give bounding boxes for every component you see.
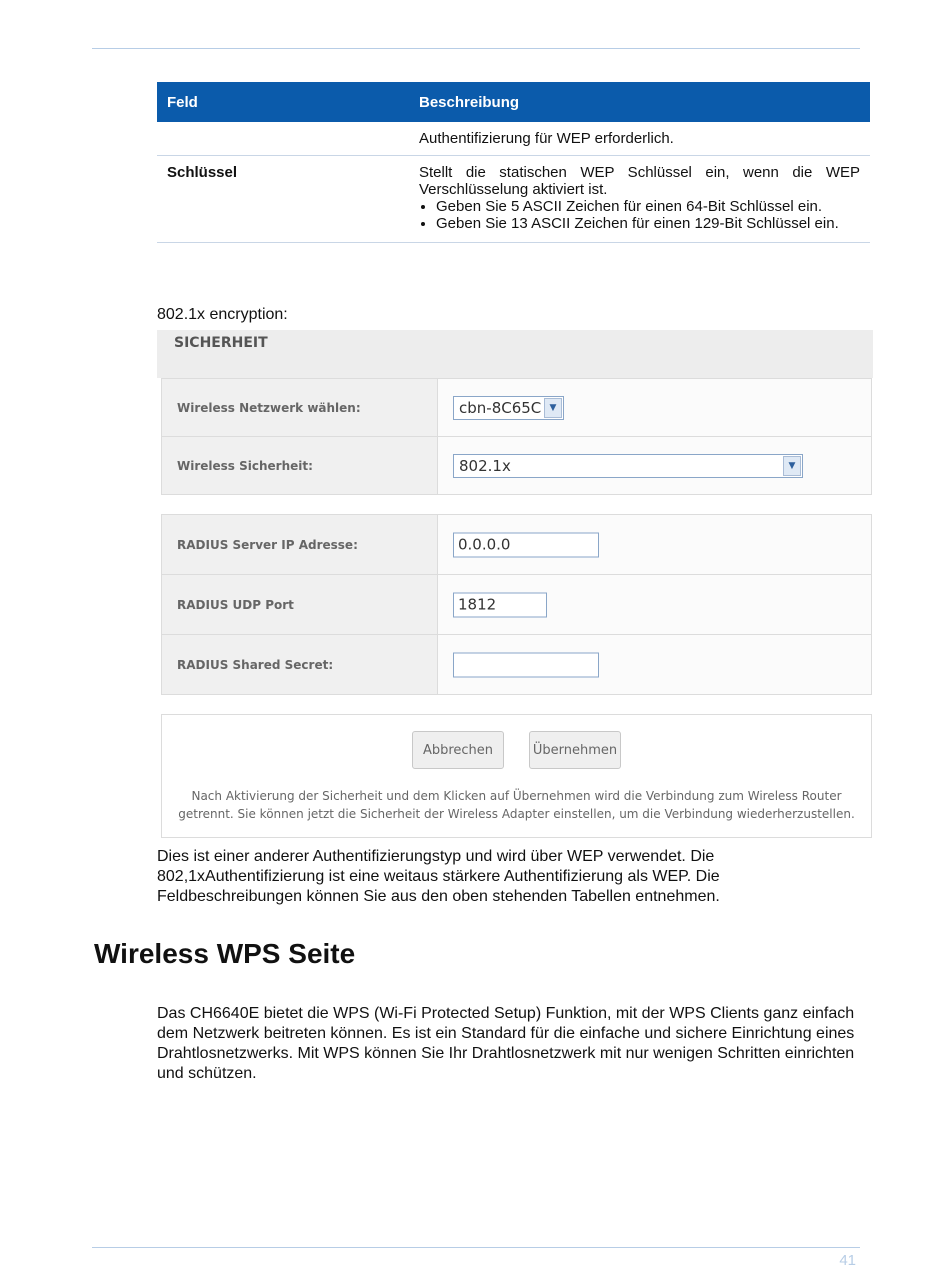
network-select-value: cbn-8C65C xyxy=(459,398,542,417)
network-row xyxy=(162,379,871,436)
description-cell xyxy=(409,156,870,243)
paragraph-8021x: Dies ist einer anderer Authentifizierungstyp und wird über WEP verwendet. Die 802,1xAuthentifizierung ist eine weitaus stärkere Authentifizierung als WEP. Die Feldbeschreibungen können Sie aus den oben stehenden Tabellen entnehmen. xyxy=(157,848,720,905)
bullet-item: • Geben Sie 13 ASCII Zeichen für einen 129-Bit Schlüssel ein. xyxy=(436,215,860,232)
security-title: SICHERHEIT xyxy=(174,335,268,351)
column-header-description: Beschreibung xyxy=(409,82,870,122)
security-label: Wireless Sicherheit: xyxy=(177,458,313,473)
field-description-table xyxy=(157,82,870,243)
radius-port-label: RADIUS UDP Port xyxy=(177,597,294,612)
section-heading: Wireless WPS Seite xyxy=(94,938,356,969)
security-note: Nach Aktivierung der Sicherheit und dem Klicken auf Übernehmen wird die Verbindung zum Wireless Router getrennt. Sie können jetzt die Sicherheit der Wireless Adapter einstellen, um die Verbindung wiederherzustellen. xyxy=(178,789,855,821)
security-mode-value: 802.1x xyxy=(459,456,511,475)
radius-ip-label: RADIUS Server IP Adresse: xyxy=(177,537,358,552)
security-row xyxy=(162,436,871,494)
security-mode-select[interactable] xyxy=(453,454,803,478)
cancel-button[interactable]: Abbrechen xyxy=(412,731,504,769)
chevron-down-icon[interactable]: ▼ xyxy=(783,456,801,476)
header-rule xyxy=(92,48,860,49)
paragraph-wps: Das CH6640E bietet die WPS (Wi-Fi Protected Setup) Funktion, mit der WPS Clients ganz einfach dem Netzwerk beitreten können. Es ist ein Standard für die einfache und sichere Einrichtung eines Drahtlosnetzwerks. Mit WPS können Sie Ihr Drahtlosnetzwerk mit nur wenigen Schritten einrichten und schützen. xyxy=(157,1005,855,1082)
field-cell: Schlüssel xyxy=(157,156,409,243)
description-cell: Authentifizierung für WEP erforderlich. xyxy=(409,122,870,156)
table-row xyxy=(157,156,870,243)
page-number: 41 xyxy=(839,1252,856,1269)
bullet-list xyxy=(419,198,860,232)
security-header xyxy=(157,330,873,378)
network-select[interactable] xyxy=(453,396,564,420)
field-cell xyxy=(157,122,409,156)
bullet-item: • Geben Sie 5 ASCII Zeichen für einen 64-Bit Schlüssel ein. xyxy=(436,198,860,215)
radius-secret-row xyxy=(162,634,871,694)
radius-port-input[interactable] xyxy=(453,592,547,617)
radius-ip-row xyxy=(162,515,871,574)
radius-port-row xyxy=(162,574,871,634)
action-panel xyxy=(161,714,872,838)
table-header-row xyxy=(157,82,870,122)
wireless-settings-group xyxy=(161,378,872,495)
table-row xyxy=(157,122,870,156)
radius-secret-input[interactable] xyxy=(453,652,599,677)
apply-button[interactable]: Übernehmen xyxy=(529,731,621,769)
network-label: Wireless Netzwerk wählen: xyxy=(177,400,361,415)
footer-rule xyxy=(92,1247,860,1248)
description-text: Stellt die statischen WEP Schlüssel ein, wenn die WEP Verschlüsselung aktiviert ist. xyxy=(419,164,860,198)
radius-secret-label: RADIUS Shared Secret: xyxy=(177,657,334,672)
figure-caption: 802.1x encryption: xyxy=(157,306,288,323)
security-settings-screenshot xyxy=(157,330,873,840)
column-header-field: Feld xyxy=(157,82,409,122)
radius-settings-group xyxy=(161,514,872,695)
chevron-down-icon[interactable]: ▼ xyxy=(544,398,562,418)
radius-ip-input[interactable] xyxy=(453,532,599,557)
